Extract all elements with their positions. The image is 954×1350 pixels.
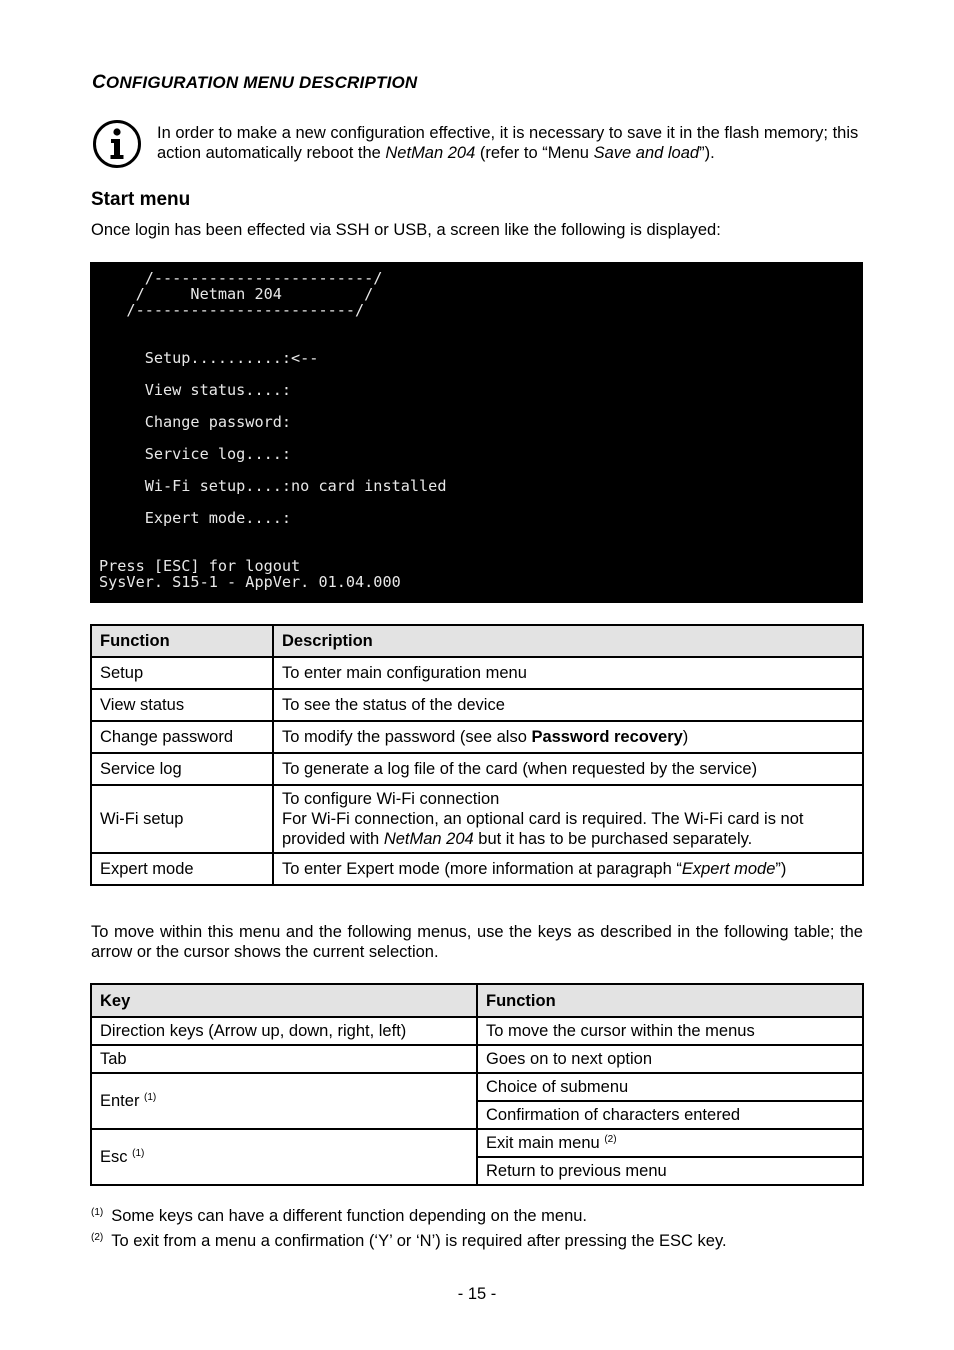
info-note-text: In order to make a new configuration effective, it is necessary to save it in the flash memory; this action automatically reboot the xyxy=(157,124,859,162)
section-title-rest: ONFIGURATION MENU DESCRIPTION xyxy=(105,73,418,92)
footnote-2 xyxy=(91,1232,727,1251)
key-cell xyxy=(91,1073,477,1129)
function-text: Exit main menu xyxy=(486,1134,600,1152)
header-description: Description xyxy=(273,625,863,657)
info-note-menu-name: Save and load xyxy=(593,144,700,162)
table-row xyxy=(91,785,863,853)
header-function: Function xyxy=(477,984,863,1017)
key-cell: Direction keys (Arrow up, down, right, left) xyxy=(91,1017,477,1045)
table-row xyxy=(91,1045,863,1073)
terminal-text: /------------------------/ / Netman 204 / /------------------------/ Setup..........:<-- View status....: Change password: Service log....: Wi-Fi setup....:no card installed Expert mode....: Press [ESC] for logout SysVer. S15-1 - AppVer. 01.04.000 xyxy=(99,269,447,591)
key-table-header xyxy=(91,984,863,1017)
table-row xyxy=(91,1017,863,1045)
description-cell xyxy=(273,721,863,753)
expert-mode-ref: Expert mode xyxy=(681,860,776,878)
key-label: Esc xyxy=(100,1148,128,1166)
footnote-1 xyxy=(91,1207,587,1226)
description-cell: To generate a log file of the card (when requested by the service) xyxy=(273,753,863,785)
function-cell: Setup xyxy=(91,657,273,689)
description-text: To enter Expert mode (more information at paragraph “ xyxy=(282,860,682,878)
info-note-product: NetMan 204 xyxy=(385,144,476,162)
footnote-ref: (2) xyxy=(604,1134,617,1145)
terminal-screen xyxy=(90,262,863,603)
description-cell xyxy=(273,785,863,853)
section-title xyxy=(92,72,417,94)
function-cell: Return to previous menu xyxy=(477,1157,863,1185)
table-row xyxy=(91,689,863,721)
description-product: NetMan 204 xyxy=(383,830,474,848)
section-title-initial: C xyxy=(92,72,106,93)
description-text-end: ”) xyxy=(775,860,787,878)
function-cell xyxy=(477,1129,863,1157)
description-line-2-end: but it has to be purchased separately. xyxy=(473,830,753,848)
page-number: - 15 - xyxy=(457,1285,497,1303)
start-menu-intro: Once login has been effected via SSH or USB, a screen like the following is displayed: xyxy=(91,221,721,239)
description-cell xyxy=(273,853,863,885)
footnote-text: Some keys can have a different function depending on the menu. xyxy=(111,1207,588,1225)
table-row xyxy=(91,1073,863,1101)
start-menu-title: Start menu xyxy=(91,189,191,210)
description-line-2: For Wi-Fi connection, an optional card is required. The Wi-Fi card is not provided with xyxy=(282,810,804,848)
description-line-1: To configure Wi-Fi connection xyxy=(282,790,500,808)
function-cell: View status xyxy=(91,689,273,721)
description-text: To modify the password (see also xyxy=(282,728,532,746)
table-row xyxy=(91,1129,863,1157)
function-cell: Wi-Fi setup xyxy=(91,785,273,853)
description-text-end: ) xyxy=(682,728,689,746)
footnote-text: To exit from a menu a confirmation (‘Y’ or ‘N’) is required after pressing the ESC key. xyxy=(111,1232,727,1250)
footnote-mark: (1) xyxy=(91,1207,104,1218)
info-note xyxy=(157,123,877,163)
info-note-text-2: (refer to “Menu xyxy=(475,144,594,162)
footnote-ref: (1) xyxy=(144,1092,157,1103)
table-row xyxy=(91,657,863,689)
key-table xyxy=(90,983,864,1186)
navigation-paragraph: To move within this menu and the following menus, use the keys as described in the following table; the arrow or the cursor shows the current selection. xyxy=(91,923,863,961)
function-cell: Choice of submenu xyxy=(477,1073,863,1101)
table-row xyxy=(91,753,863,785)
function-cell: Goes on to next option xyxy=(477,1045,863,1073)
function-cell: To move the cursor within the menus xyxy=(477,1017,863,1045)
description-cell: To enter main configuration menu xyxy=(273,657,863,689)
header-function: Function xyxy=(91,625,273,657)
key-cell: Tab xyxy=(91,1045,477,1073)
table-row xyxy=(91,721,863,753)
function-cell: Expert mode xyxy=(91,853,273,885)
footnote-mark: (2) xyxy=(91,1232,104,1243)
info-note-text-3: ”). xyxy=(699,144,715,162)
info-icon xyxy=(92,119,142,169)
key-label: Enter xyxy=(100,1092,140,1110)
function-cell: Confirmation of characters entered xyxy=(477,1101,863,1129)
function-table-header xyxy=(91,625,863,657)
description-cell: To see the status of the device xyxy=(273,689,863,721)
function-cell: Change password xyxy=(91,721,273,753)
function-cell: Service log xyxy=(91,753,273,785)
key-cell xyxy=(91,1129,477,1185)
header-key: Key xyxy=(91,984,477,1017)
table-row xyxy=(91,853,863,885)
footnote-ref: (1) xyxy=(132,1148,145,1159)
function-table xyxy=(90,624,864,886)
password-recovery-ref: Password recovery xyxy=(531,728,683,746)
